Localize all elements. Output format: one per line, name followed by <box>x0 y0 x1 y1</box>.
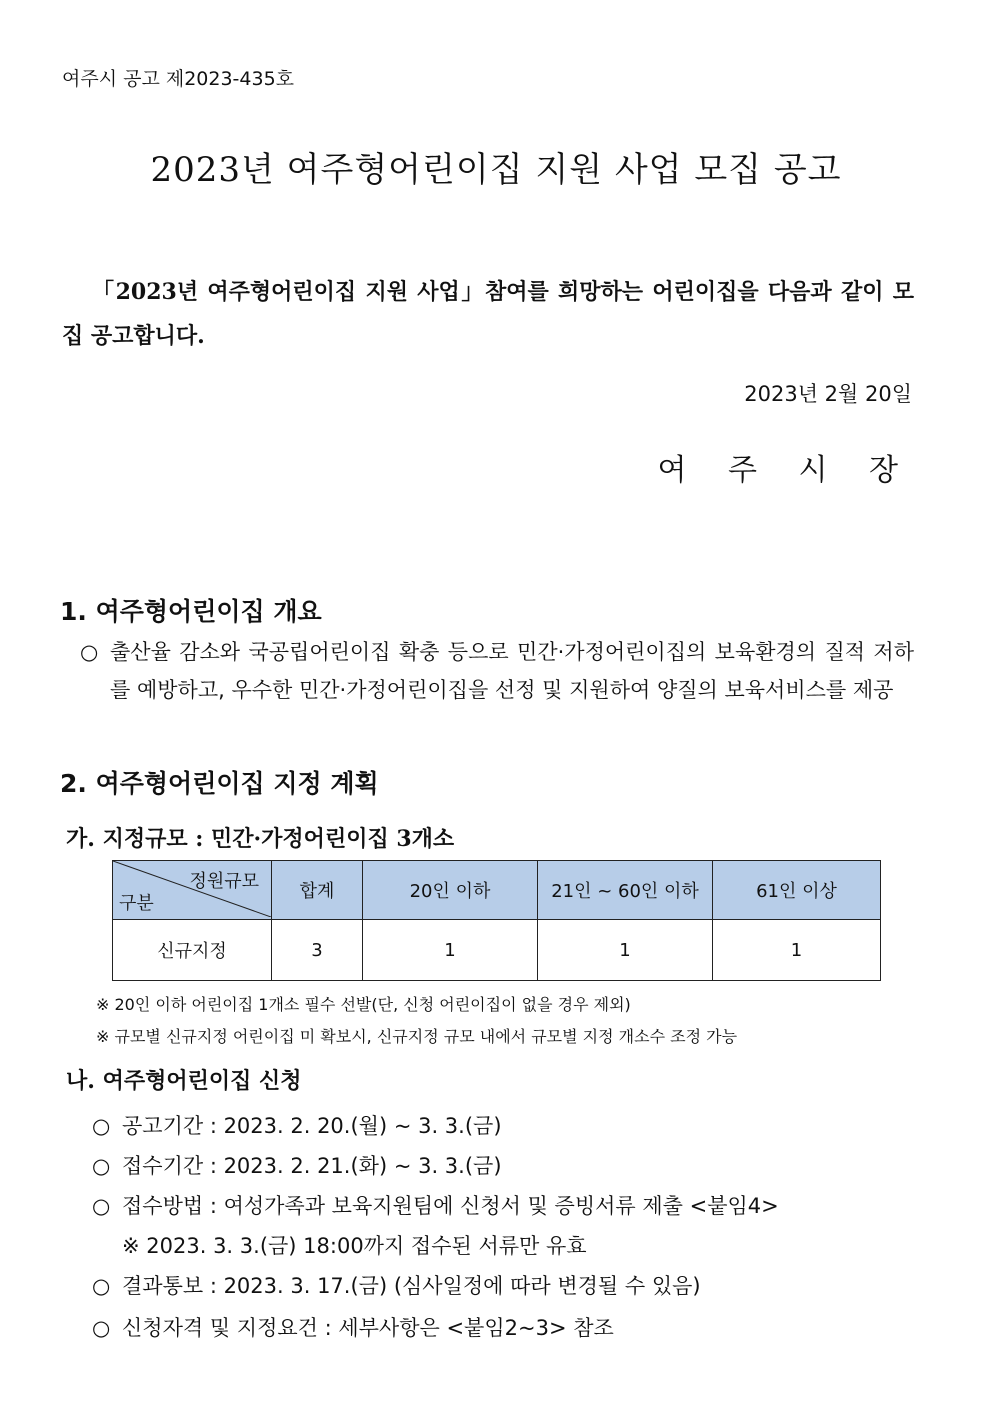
list-item <box>92 1312 614 1342</box>
intro-paragraph: 「2023년 여주형어린이집 지원 사업」참여를 희망하는 어린이집을 다음과 같이 모집 공고합니다. <box>62 279 914 349</box>
issuer-name: 여 주 시 장 <box>657 453 914 488</box>
cell-21-to-60: 1 <box>538 920 713 981</box>
corner-bottom-label: 구분 <box>119 893 154 914</box>
subsection-b-heading: 나. 여주형어린이집 신청 <box>66 1068 302 1094</box>
header-total: 합계 <box>272 861 363 920</box>
list-item <box>92 1190 779 1220</box>
result-notice: 결과통보 : 2023. 3. 17.(금) (심사일정에 따라 변경될 수 있음) <box>122 1274 701 1298</box>
notice-period: 공고기간 : 2023. 2. 20.(월) ~ 3. 3.(금) <box>122 1114 502 1138</box>
bullet-circle-icon: ○ <box>92 1114 111 1138</box>
cell-under-20: 1 <box>363 920 538 981</box>
section-1-heading: 1. 여주형어린이집 개요 <box>60 597 322 626</box>
row-label: 신규지정 <box>113 920 272 981</box>
application-period: 접수기간 : 2023. 2. 21.(화) ~ 3. 3.(금) <box>122 1154 502 1178</box>
list-item <box>92 1270 701 1300</box>
bullet-circle-icon: ○ <box>92 1154 111 1178</box>
header-under-20: 20인 이하 <box>363 861 538 920</box>
bullet-circle-icon: ○ <box>92 1316 111 1340</box>
table-header-row <box>113 861 881 920</box>
bullet-circle-icon: ○ <box>92 1274 111 1298</box>
table-note-1: ※ 20인 이하 어린이집 1개소 필수 선발(단, 신청 어린이집이 없을 경우 제외) <box>96 995 631 1014</box>
table-row <box>113 920 881 981</box>
list-item <box>92 1110 502 1140</box>
page-title: 2023년 여주형어린이집 지원 사업 모집 공고 <box>150 150 842 190</box>
notice-number: 여주시 공고 제2023-435호 <box>62 68 295 90</box>
announcement-date: 2023년 2월 20일 <box>744 382 912 406</box>
eligibility-requirements: 신청자격 및 지정요건 : 세부사항은 <붙임2~3> 참조 <box>122 1316 614 1340</box>
deadline-note: ※ 2023. 3. 3.(금) 18:00까지 접수된 서류만 유효 <box>122 1234 587 1258</box>
application-method: 접수방법 : 여성가족과 보육지원팀에 신청서 및 증빙서류 제출 <붙임4> <box>122 1194 779 1218</box>
corner-top-label: 정원규모 <box>189 871 259 892</box>
cell-61-plus: 1 <box>713 920 881 981</box>
list-item <box>92 1150 502 1180</box>
table-note-2: ※ 규모별 신규지정 어린이집 미 확보시, 신규지정 규모 내에서 규모별 지정 개소수 조정 가능 <box>96 1027 738 1046</box>
bullet-circle-icon: ○ <box>92 1194 111 1218</box>
designation-scale-table <box>112 860 881 981</box>
header-21-to-60: 21인 ~ 60인 이하 <box>538 861 713 920</box>
overview-paragraph <box>80 633 914 709</box>
table-corner-cell <box>113 861 272 920</box>
subsection-a-heading: 가. 지정규모 : 민간·가정어린이집 3개소 <box>66 826 455 852</box>
header-61-plus: 61인 이상 <box>713 861 881 920</box>
bullet-circle-icon: ○ <box>80 640 99 664</box>
overview-text: 출산율 감소와 국공립어린이집 확충 등으로 민간·가정어린이집의 보육환경의 질적 저하를 예방하고, 우수한 민간·가정어린이집을 선정 및 지원하여 양질의 보육서비스를 제공 <box>110 640 914 702</box>
section-2-heading: 2. 여주형어린이집 지정 계획 <box>60 769 379 798</box>
cell-total: 3 <box>272 920 363 981</box>
